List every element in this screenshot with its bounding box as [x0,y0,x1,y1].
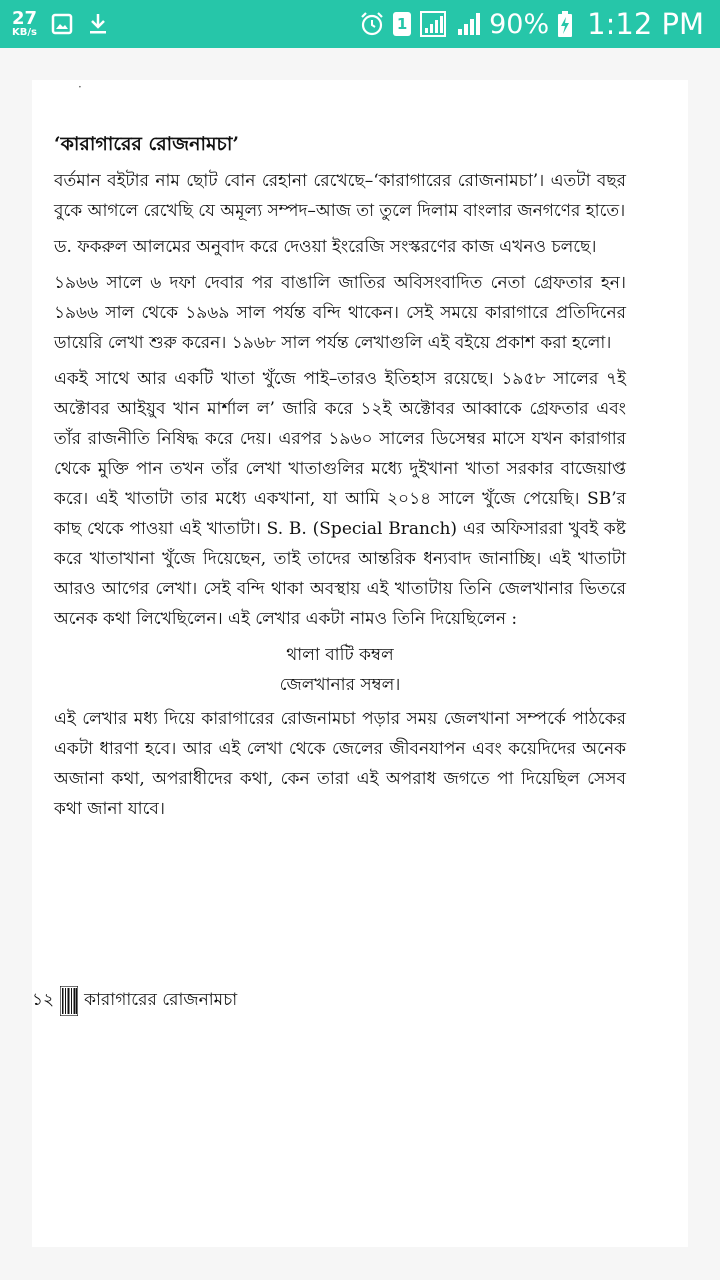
page-number: ১২ [32,990,55,1010]
paragraph: এই লেখার মধ্য দিয়ে কারাগারের রোজনামচা পড়ার সময় জেলখানা সম্পর্কে পাঠকের একটা ধারণা হবে। আর এই লেখা থেকে জেলের জীবনযাপন এবং কয়েদিদের অনেক অজানা কথা, অপরাধীদের কথা, কেন তারা এই অপরাধ জগতে পা দিয়েছিল সেসব কথা জানা যাবে। [54,709,626,819]
page-footer [32,986,237,1016]
clock: 1:12 PM [587,7,704,41]
status-right [359,6,704,42]
download-icon [87,12,109,36]
paragraph: ১৯৬৬ সালে ৬ দফা দেবার পর বাঙালি জাতির অবিসংবাদিত নেতা গ্রেফতার হন। ১৯৬৬ সাল থেকে ১৯৬৯ সাল পর্যন্ত বন্দি থাকেন। সেই সময়ে কারাগারে প্রতিদিনের ডায়েরি লেখা শুরু করেন। ১৯৬৮ সাল পর্যন্ত লেখাগুলি এই বইয়ে প্রকাশ করা হলো। [54,273,626,353]
running-title: কারাগারের রোজনামচা [84,990,238,1010]
paragraph: একই সাথে আর একটি খাতা খুঁজে পাই–তারও ইতিহাস রয়েছে। ১৯৫৮ সালের ৭ই অক্টোবর আইয়ুব খান মার্শাল ল’ জারি করে ১২ই অক্টোবর আব্বাকে গ্রেফতার এবং তাঁর রাজনীতি নিষিদ্ধ করে দেয়। এরপর ১৯৬০ সালের ডিসেম্বর মাসে যখন কারাগার থেকে মুক্তি পান তখন তাঁর লেখা খাতাগুলির মধ্যে দুইখানা খাতা সরকার বাজেয়াপ্ত করে। এই খাতাটা তার মধ্যে একখানা, যা আমি ২০১৪ সালে খুঁজে পেয়েছি। SB’র কাছ থেকে পাওয়া এই খাতাটা। S. B. (Special Branch) এর অফিসাররা খুবই কষ্ট করে খাতাখানা খুঁজে দিয়েছেন, তাই তাদের আন্তরিক ধন্যবাদ জানাচ্ছি। এই খাতাটা আরও আগের লেখা। সেই বন্দি থাকা অবস্থায় এই খাতাটায় তিনি জেলখানার ভিতরে অনেক কথা লিখেছিলেন। এই লেখার একটা নামও তিনি দিয়েছিলেন : [54,369,626,629]
image-icon [51,13,73,35]
page-top-mark: · [78,80,82,94]
verse-line: থালা বাটি কম্বল [286,645,394,665]
network-speed-value: 27 [12,8,38,29]
document-page[interactable] [32,80,688,1247]
network-speed [12,10,37,38]
signal-icon [419,10,447,38]
page-content [54,128,626,830]
battery-percentage: 90% [489,8,550,40]
chapter-title: ‘কারাগারের রোজনামচা’ [54,133,239,155]
signal-icon [455,11,481,37]
verse [54,640,626,700]
network-speed-unit: KB/s [12,27,38,38]
sim-icon: 1 [393,12,411,36]
battery-charging-icon [557,10,573,38]
alarm-icon [359,11,385,37]
verse-line: জেলখানার সম্বল। [279,675,401,695]
paragraph: ড. ফকরুল আলমের অনুবাদ করে দেওয়া ইংরেজি সংস্করণের কাজ এখনও চলছে। [54,237,597,257]
paragraph: বর্তমান বইটার নাম ছোট বোন রেহানা রেখেছে–‘কারাগারের রোজনামচা’। এতটা বছর বুকে আগলে রেখেছি যে অমূল্য সম্পদ–আজ তা তুলে দিলাম বাংলার জনগণের হাতে। [54,171,626,221]
status-bar [0,0,720,48]
status-left [12,8,109,40]
barcode-icon [60,986,78,1016]
